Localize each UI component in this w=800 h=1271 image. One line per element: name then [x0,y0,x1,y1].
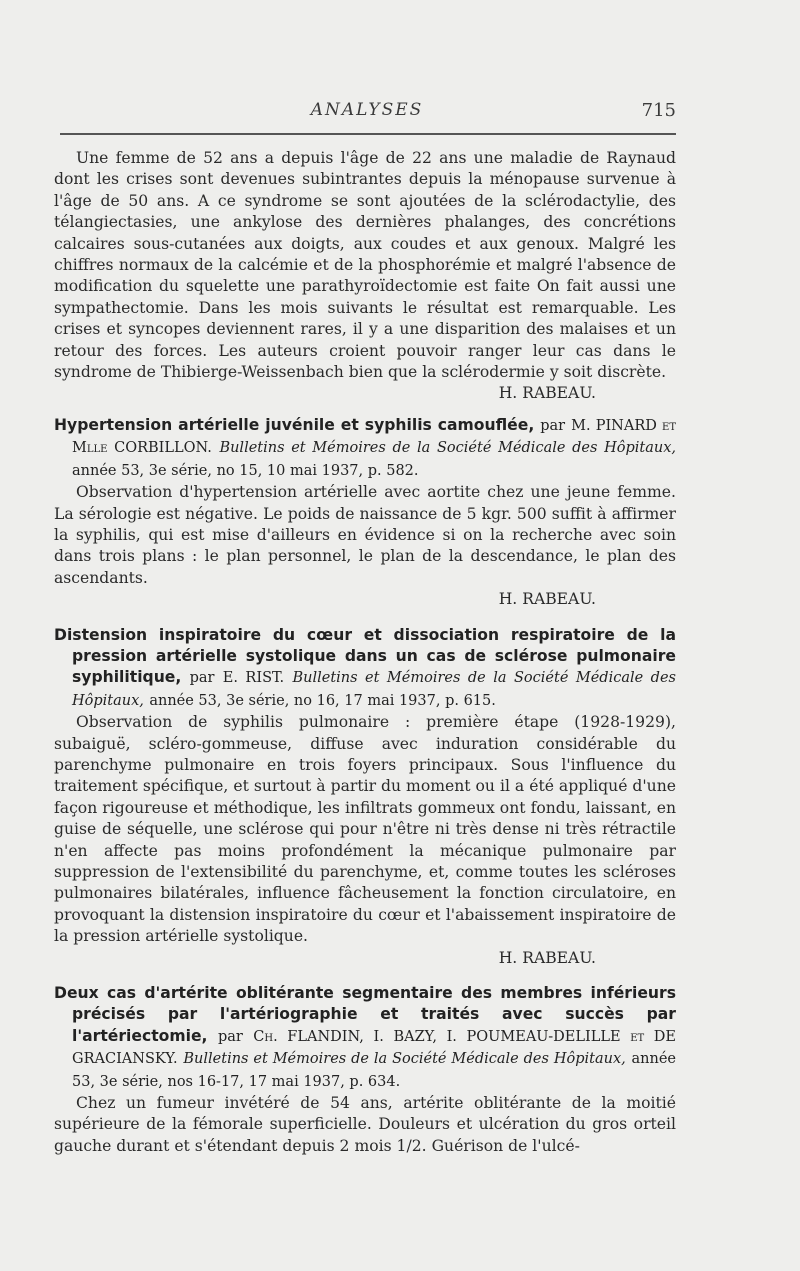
article-title-text: Distension inspiratoire du cœur et dissociation respiratoire de la pression artérielle systolique dans un cas de sclérose pulmonaire syphilitique, [54,625,676,687]
article-title [54,415,676,482]
article-body: Observation de syphilis pulmonaire : première étape (1928-1929), subaiguë, scléro-gommeuse, diffuse avec induration considérable du parenchyme pulmonaire en trois foyers principaux. Sous l'influence du traitement spécifique, et surtout à partir du moment ou il a été appliqué d'une façon rigoureuse et méthodique, les infiltrats gommeux ont fondu, laissant, en guise de séquelle, une sclérose qui pour n'être ni très dense ni très rétractile n'en affecte pas moins profondément la mécanique pulmonaire par suppression de l'extensibilité du parenchyme, et, comme toutes les scléroses pulmonaires bilatérales, influence fâcheusement la fonction circulatoire, en provoquant la distension inspiratoire du cœur et l'abaissement inspiratoire de la pression artérielle systolique. [54,713,676,946]
article-citation: année 53, 3e série, nos 16-17, 17 mai 1937, p. 634. [72,1051,676,1090]
article-authors: M. PINARD et Mlle CORBILLON. [72,417,677,457]
article-journal: Bulletins et Mémoires de la Société Médicale des Hôpitaux, [72,670,676,709]
article-arterite [54,983,676,1157]
running-header [58,100,676,130]
article-citation: année 53, 3e série, no 15, 10 mai 1937, p. 582. [72,462,419,479]
header-rule [60,133,676,135]
article-title-text: Deux cas d'artérite oblitérante segmentaire des membres inférieurs précisés par l'artériographie et traités avec succès par l'artériectomie, [54,984,676,1045]
running-title: ANALYSES [310,100,424,120]
article-title [54,983,676,1093]
intro-signature: H. RABEAU. [498,384,596,403]
article-body: Observation d'hypertension artérielle avec aortite chez une jeune femme. La sérologie est négative. Le poids de naissance de 5 kgr. 500 suffit à affirmer la syphilis, qui est mise d'ailleurs en évidence si on la recherche avec soin dans trois plans : le plan personnel, le plan de la descendance, le plan des ascendants. [54,483,676,587]
article-title [54,625,676,713]
article-par: par [540,417,566,434]
article-distension [54,625,676,970]
article-title-text: Hypertension artérielle juvénile et syphilis camouflée, [54,415,535,434]
article-hypertension [54,415,676,611]
article-journal: Bulletins et Mémoires de la Société Médicale des Hôpitaux, [183,1051,626,1068]
intro-paragraph: Une femme de 52 ans a depuis l'âge de 22 ans une maladie de Raynaud dont les crises sont devenues subintrantes depuis la ménopause survenue à l'âge de 50 ans. A ce syndrome se sont ajoutées de la sclérodactylie, des télangiectasies, une ankylose des dernières phalanges, des concrétions calcaires sous-cutanées aux doigts, aux coudes et aux genoux. Malgré les chiffres normaux de la calcémie et de la phosphorémie et malgré l'absence de modification du squelette une parathyroïdectomie est faite On fait aussi une sympathectomie. Dans les mois suivants le résultat est remarquable. Les crises et syncopes deviennent rares, il y a une disparition des malaises et un retour des forces. Les auteurs croient pouvoir ranger leur cas dans le syndrome de Thibierge-Weissenbach bien que la sclérodermie y soit discrète. [54,149,676,382]
article-journal: Bulletins et Mémoires de la Société Médicale des Hôpitaux, [219,440,676,457]
article-par: par [189,670,215,687]
article-signature: H. RABEAU. [498,948,596,967]
article-authors: Ch. FLANDIN, I. BAZY, I. POUMEAU-DELILLE et DE GRACIANSKY. [72,1028,677,1068]
page-number: 715 [641,100,676,121]
body-text [54,148,676,1157]
article-authors: E. RIST. [222,670,285,687]
article-signature: H. RABEAU. [498,590,596,609]
article-body: Chez un fumeur invétéré de 54 ans, artérite oblitérante de la moitié supérieure de la fémorale superficielle. Douleurs et ulcération du gros orteil gauche durant et s'étendant depuis 2 mois 1/2. Guérison de l'ulcé- [54,1094,676,1155]
article-par: par [217,1028,243,1045]
article-citation: année 53, 3e série, no 16, 17 mai 1937, p. 615. [149,692,496,709]
